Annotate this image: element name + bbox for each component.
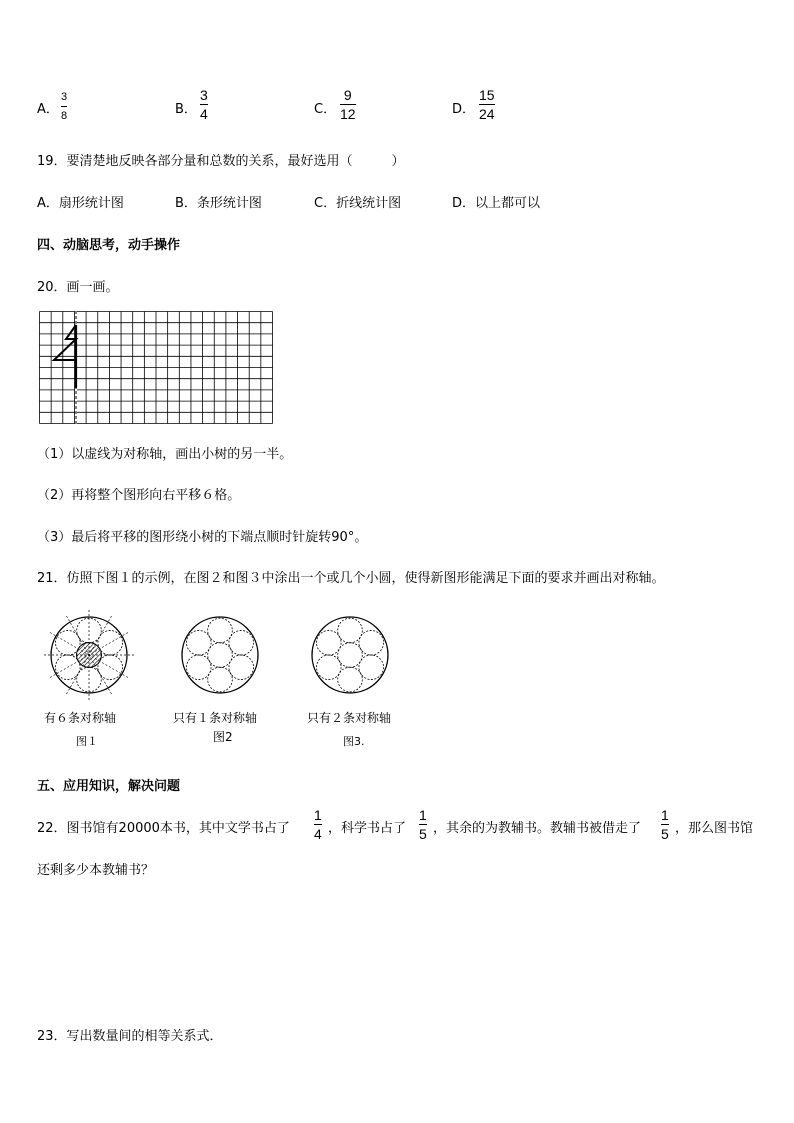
q19-option-c: C．折线统计图 — [314, 196, 402, 211]
q19-stem: 19．要清楚地反映各部分量和总数的关系，最好选用（ ） — [37, 154, 405, 169]
section-4-heading: 四、动脑思考，动手操作 — [37, 238, 181, 253]
q22-text-part-1: 22．图书馆有20000本书，其中文学书占了 — [37, 821, 290, 836]
figure-3-circles — [305, 608, 395, 703]
q18-option-c-fraction: 9 12 — [340, 87, 356, 122]
small-circle — [208, 667, 233, 692]
figure-2-label: 图2 — [213, 730, 233, 744]
q22-text-part-2: ，科学书占了 — [328, 821, 407, 836]
q23-stem: 23．写出数量间的相等关系式． — [37, 1029, 223, 1044]
q22-fraction-borrowed: 1 5 — [661, 807, 669, 842]
small-circle — [359, 655, 384, 680]
q20-task-1: （1）以虚线为对称轴，画出小树的另一半。 — [37, 447, 293, 462]
q22-line-2: 还剩多少本教辅书？ — [37, 863, 155, 878]
small-circle — [316, 655, 341, 680]
q22-text-part-3: ，其余的为教辅书。教辅书被借走了 — [433, 821, 642, 836]
q20-task-3: （3）最后将平移的图形绕小树的下端点顺时针旋转90°。 — [37, 530, 368, 545]
q18-option-c-label: C． — [314, 102, 337, 117]
figure-2-caption: 只有１条对称轴 — [173, 711, 258, 725]
q19-option-d: D．以上都可以 — [452, 196, 541, 211]
q19-option-b: B．条形统计图 — [175, 196, 262, 211]
q22-text-part-4: ，那么图书馆 — [675, 821, 754, 836]
figure-1-circles — [44, 608, 134, 703]
q18-option-d-fraction: 15 24 — [479, 87, 495, 122]
q18-option-d-label: D． — [452, 102, 476, 117]
q18-option-b-fraction: 3 4 — [200, 87, 208, 122]
q21-stem: 21．仿照下图１的示例，在图２和图３中涂出一个或几个小圆，使得新图形能满足下面的要求并画出对称轴。 — [37, 571, 665, 586]
q22-fraction-literature: 1 4 — [314, 807, 322, 842]
small-circle — [186, 630, 211, 655]
q20-stem: 20．画一画。 — [37, 280, 119, 295]
tree-grid-figure — [39, 311, 273, 424]
small-circle — [186, 655, 211, 680]
figure-3-label: 图3. — [343, 735, 365, 748]
q18-option-a-fraction: 3 8 — [61, 91, 68, 122]
figure-2-circles — [175, 608, 265, 703]
small-circle — [316, 630, 341, 655]
half-tree — [54, 325, 76, 360]
q22-fraction-science: 1 5 — [419, 807, 427, 842]
small-circle — [338, 667, 363, 692]
small-circle — [208, 643, 233, 668]
q19-option-a: A．扇形统计图 — [37, 196, 124, 211]
small-circle — [208, 618, 233, 643]
small-circle — [359, 630, 384, 655]
small-circle — [338, 618, 363, 643]
figure-1-caption: 有６条对称轴 — [44, 711, 117, 725]
figure-1-label: 图１ — [76, 735, 98, 748]
q18-option-a-label: A． — [37, 102, 59, 117]
small-circle — [229, 655, 254, 680]
small-circle — [229, 630, 254, 655]
section-5-heading: 五、应用知识，解决问题 — [37, 779, 181, 794]
small-circle — [338, 643, 363, 668]
figure-3-caption: 只有２条对称轴 — [307, 711, 392, 725]
q18-option-b-label: B． — [175, 102, 197, 117]
q20-task-2: （2）再将整个图形向右平移６格。 — [37, 488, 241, 503]
